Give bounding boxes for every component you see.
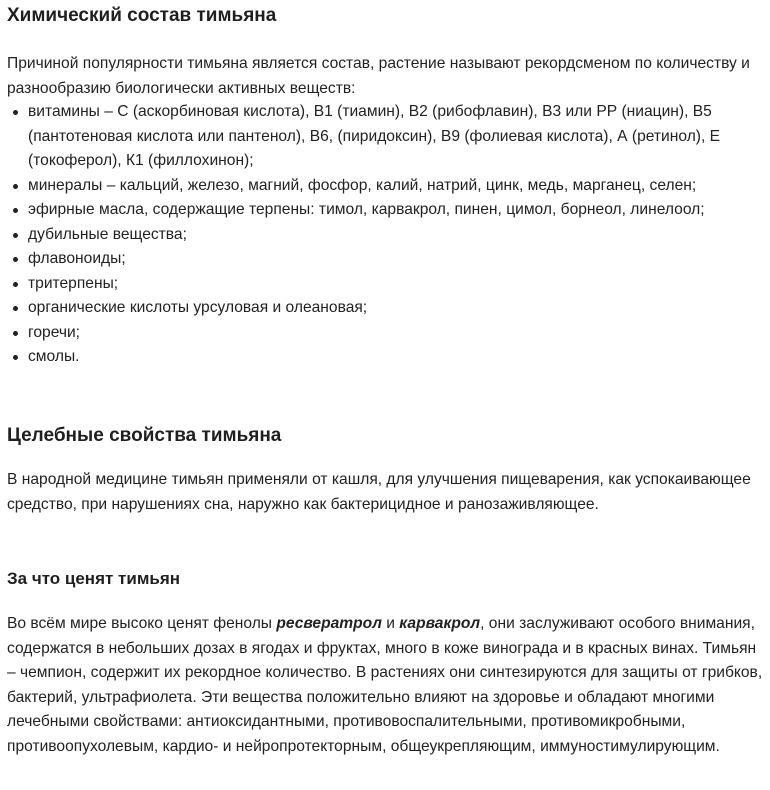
term-carvacrol: карвакрол (399, 615, 481, 632)
chemistry-intro: Причиной популярности тимьяна является состав, растение называют рекордсменом по количеству и разнообразию биологически активных веществ: (7, 55, 750, 97)
chemistry-list (7, 100, 765, 370)
list-item: минералы – кальций, железо, магний, фосфор, калий, натрий, цинк, медь, марганец, селен; (28, 174, 765, 199)
value-text-end: , они заслуживают особого внимания, содержатся в небольших дозах в ягодах и фруктах, много в коже винограда и в красных винах. Тимьян – чемпион, содержит их рекордное количество. В растениях они синтезируются для защиты от грибков, бактерий, ультрафиолета. Эти вещества положительно влияют на здоровье и обладают многими лечебными свойствами: антиоксидантными, противовоспалительными, противомикробными, противоопухолевым, кардио- и нейропротекторным, общеукрепляющим, иммуностимулирующим. (7, 615, 763, 755)
list-item: эфирные масла, содержащие терпены: тимол, карвакрол, пинен, цимол, борнеол, линелоол; (28, 198, 765, 223)
value-heading: За что ценят тимьян (7, 569, 181, 588)
list-item: тритерпены; (28, 272, 765, 297)
healing-text: В народной медицине тимьян применяли от кашля, для улучшения пищеварения, как успокаивающее средство, при нарушениях сна, наружно как бактерицидное и ранозаживляющее. (7, 471, 751, 513)
value-text (7, 612, 765, 759)
list-item: витамины – С (аскорбиновая кислота), В1 (тиамин), В2 (рибофлавин), В3 или РР (ниацин), В5 (пантотеновая кислота или пантенол), В6, (пиридоксин), В9 (фолиевая кислота), А (ретинол), Е (токоферол), К1 (филлохинон); (28, 100, 765, 174)
term-resveratrol: ресвератрол (276, 615, 382, 632)
list-item: флавоноиды; (28, 247, 765, 272)
list-item: горечи; (28, 321, 765, 346)
list-item: смолы. (28, 345, 765, 370)
healing-heading: Целебные свойства тимьяна (7, 425, 282, 446)
value-connector: и (381, 615, 400, 632)
list-item: дубильные вещества; (28, 223, 765, 248)
chemistry-heading: Химический состав тимьяна (7, 5, 277, 26)
list-item: органические кислоты урсуловая и олеановая; (28, 296, 765, 321)
value-text-start: Во всём мире высоко ценят фенолы (7, 615, 277, 632)
